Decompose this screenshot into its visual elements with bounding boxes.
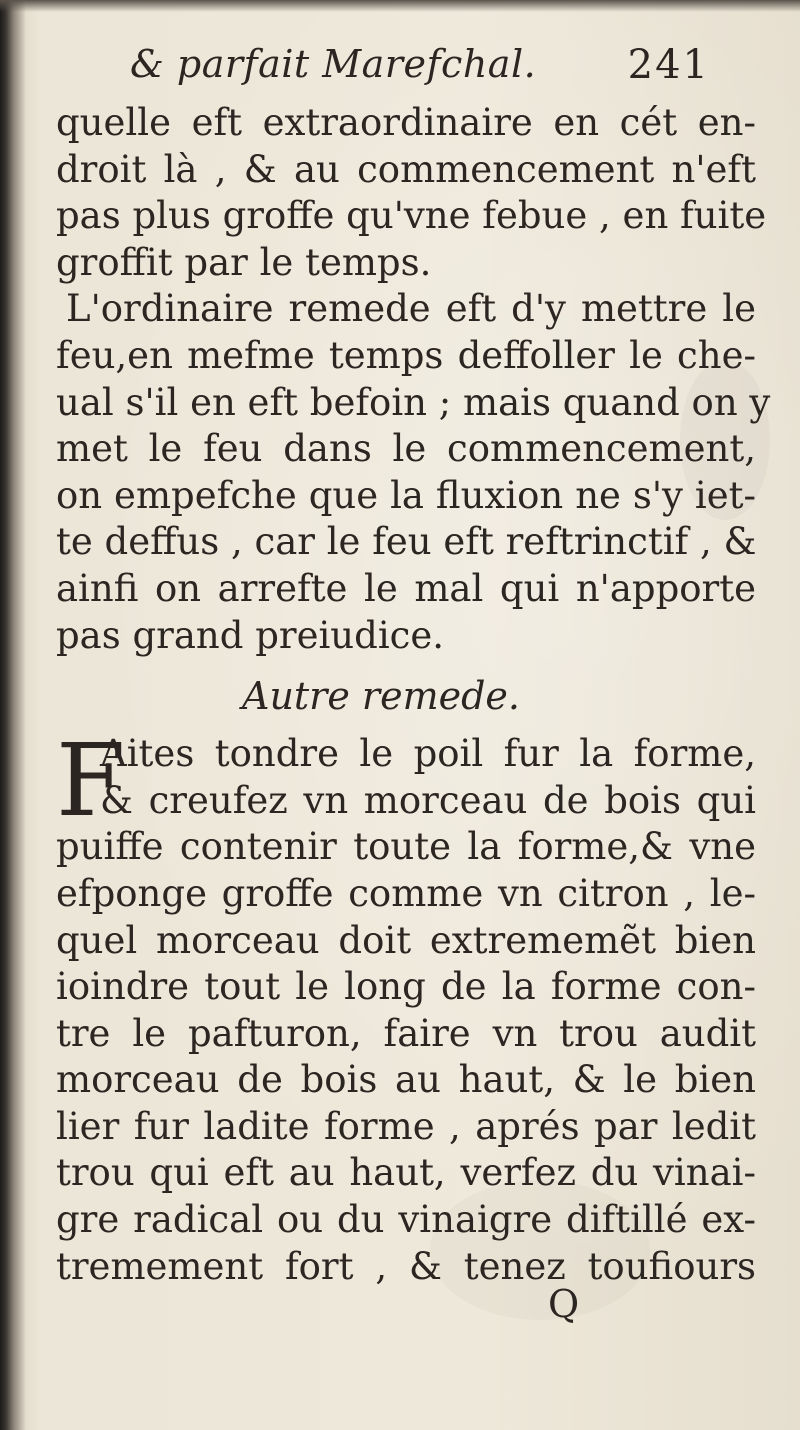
text-line: & creufez vn morceau de bois qui: [100, 778, 756, 822]
section-heading: Autre remede.: [242, 674, 520, 719]
text-line: ainfi on arrefte le mal qui n'apporte: [56, 566, 756, 610]
paragraph-1: [56, 100, 767, 286]
text-line: L'ordinaire remede eft d'y mettre le: [66, 287, 756, 331]
running-title: & parfait Marefchal.: [130, 42, 537, 86]
text-line: droit là , & au commencement n'eft: [56, 147, 756, 191]
text-line: Aites tondre le poil fur la forme,: [100, 732, 756, 776]
text-line: gre radical ou du vinaigre diftillé ex-: [56, 1198, 756, 1242]
text-line: on empefche que la fluxion ne s'y iet-: [56, 473, 756, 517]
text-line: lier fur ladite forme , aprés par ledit: [56, 1104, 756, 1148]
text-line: feu,en mefme temps deffoller le che-: [56, 333, 756, 377]
text-line: quelle eft extraordinaire en cét en-: [56, 101, 756, 144]
catchword: Q: [548, 1282, 580, 1326]
text-line: morceau de bois au haut, & le bien: [56, 1058, 756, 1102]
text-line: efponge groffe comme vn citron , le-: [56, 871, 756, 915]
paragraph-2: [56, 286, 771, 659]
text-line: ual s'il en eft befoin ; mais quand on y: [56, 380, 771, 424]
page-top-edge: [0, 0, 800, 12]
text-line: ioindre tout le long de la forme con-: [56, 965, 756, 1009]
paragraph-3: [56, 722, 756, 1290]
text-block: [56, 100, 771, 1290]
text-line: met le feu dans le commencement,: [56, 427, 756, 471]
text-line: groffit par le temps.: [56, 240, 432, 284]
page-number: 241: [627, 42, 710, 88]
text-line: pas grand preiudice.: [56, 613, 445, 657]
binding-shadow: [0, 0, 26, 1430]
text-line: pas plus groffe qu'vne febue , en fuite: [56, 194, 767, 238]
text-line: te deffus , car le feu eft reftrinctif , &: [56, 520, 757, 564]
page-header: [130, 42, 710, 102]
text-line: puiffe contenir toute la forme,& vne: [56, 825, 756, 869]
text-line: quel morceau doit extrememẽt bien: [56, 918, 756, 962]
text-line: tremement fort , & tenez toufiours: [56, 1244, 756, 1288]
text-line: trou qui eft au haut, verfez du vinai-: [56, 1151, 756, 1195]
text-line: tre le pafturon, faire vn trou audit: [56, 1011, 756, 1055]
drop-cap-initial: F: [56, 722, 126, 840]
